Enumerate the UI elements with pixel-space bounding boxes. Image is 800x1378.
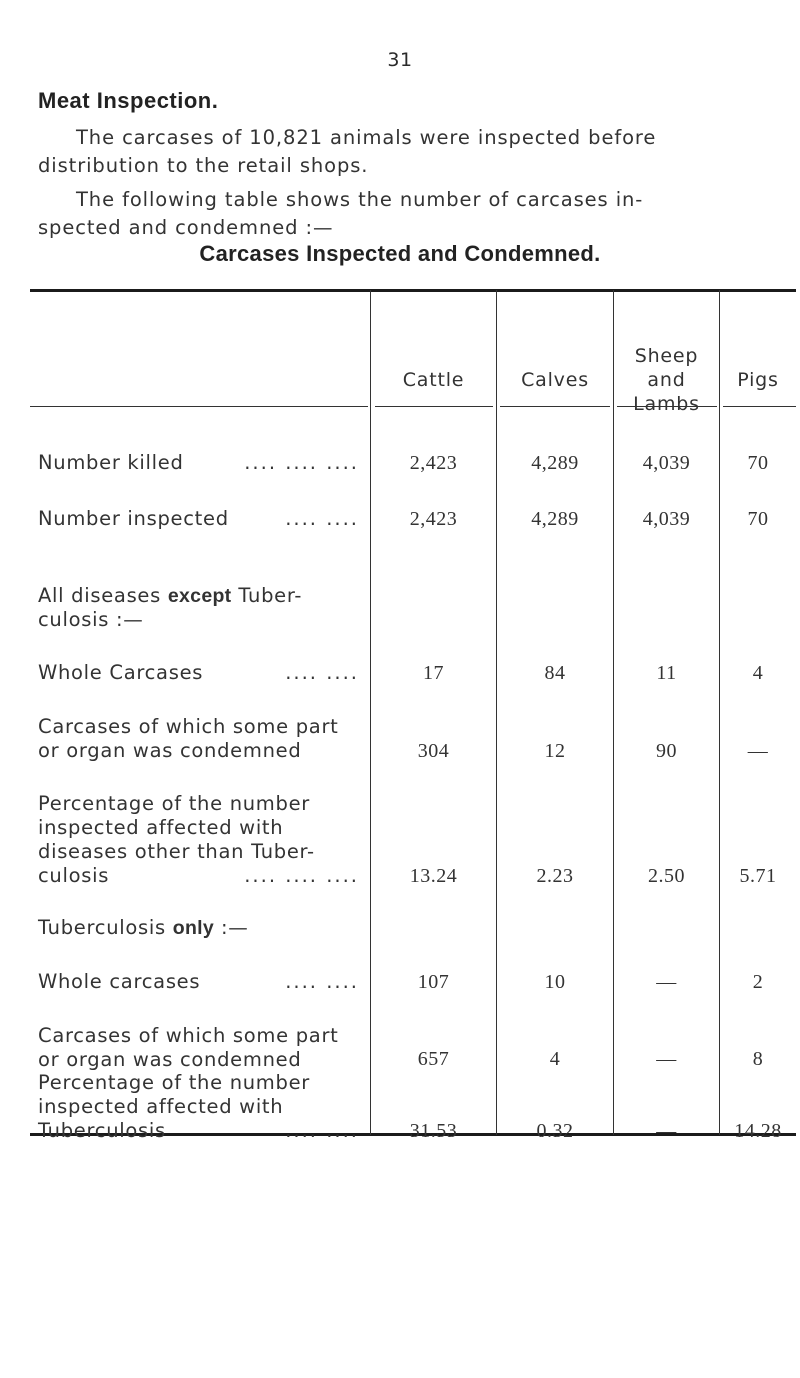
row-label-line-2: inspected affected with [38,1095,284,1118]
table-top-rule [30,289,796,292]
cell-whole-diseases-pigs: 4 [752,662,764,684]
leader-dots: .... .... [285,661,359,684]
cell-whole-tb-pigs: 2 [752,971,764,993]
column-header-calves: Calves [521,369,589,391]
table-title: Carcases Inspected and Condemned. [199,241,601,266]
subheading-line-1: All disea​ses except Tuber- [38,584,303,607]
cell-part-tb-pigs: 8 [752,1048,764,1070]
cell-whole-tb-calves: 10 [544,971,566,993]
row-label-text: Number killed [38,451,184,474]
leader-dots: .... .... [285,507,359,530]
column-header-pigs: Pigs [737,369,779,391]
subheading-line-2: culosis :— [38,608,144,631]
header-rule-calves [500,406,610,407]
column-divider-4 [719,290,720,1135]
section-heading: Meat Inspection. [38,88,219,113]
cell-pct-tb-sheep: — [656,1120,677,1142]
row-label-line-2: or organ was condemned [38,739,302,762]
cell-part-tb-cattle: 657 [417,1048,450,1070]
row-label-part-condemned-tb [38,1024,363,1072]
cell-pct-diseases-pigs: 5.71 [739,865,777,887]
cell-whole-diseases-calves: 84 [544,662,566,684]
column-header-sheep-and-lambs [614,344,719,416]
cell-killed-calves: 4,289 [531,452,579,474]
table-intro-paragraph [38,186,778,242]
emphasis-only: only [172,917,215,939]
row-label-line-1: Carcases of which some part [38,715,339,738]
intro-paragraph [38,124,778,180]
cell-inspected-calves: 4,289 [531,508,579,530]
cell-part-diseases-cattle: 304 [417,740,450,762]
cell-pct-diseases-cattle: 13.24 [409,865,458,887]
row-label-text: Tuberculosis [38,1119,166,1142]
column-divider-1 [370,290,371,1135]
cell-part-tb-calves: 4 [549,1048,561,1070]
row-label-percentage-tb [38,1071,363,1143]
row-label-line-2: inspected affected with [38,816,284,839]
column-divider-3 [613,290,614,1135]
cell-killed-sheep: 4,039 [642,452,691,474]
cell-part-diseases-pigs: — [747,740,769,762]
row-label-text: Whole Carcases [38,661,204,684]
row-label-line-3: diseases other than Tuber- [38,840,315,863]
intro-line-1: The carcases of 10,821 animals were inspected before [76,126,657,149]
row-label-number-inspected [38,507,363,531]
cell-part-tb-sheep: — [656,1048,677,1070]
cell-whole-tb-sheep: — [656,971,677,993]
row-label-whole-carcases-tb [38,970,363,994]
column-divider-2 [496,290,497,1135]
column-header-sheep-line-1: Sheep [634,345,699,367]
header-rule-label [30,406,368,407]
row-label-line-1: Percentage of the number [38,1071,310,1094]
cell-killed-pigs: 70 [747,452,769,474]
row-label-line-3 [38,1119,363,1143]
header-rule-pigs [723,406,796,407]
intro-line-2: distribution to the retail shops. [38,154,369,177]
cell-whole-diseases-sheep: 11 [656,662,677,684]
column-header-sheep-line-3: Lambs [633,393,700,415]
cell-inspected-cattle: 2,423 [409,508,458,530]
cell-part-diseases-calves: 12 [544,740,566,762]
cell-pct-diseases-sheep: 2.50 [648,865,685,887]
cell-whole-diseases-cattle: 17 [423,662,444,684]
table-intro-line-1: The following table shows the number of carcases in- [76,188,644,211]
row-label-part-condemned-diseases [38,715,363,763]
row-label-line-1: Percentage of the number [38,792,310,815]
row-label-text: Whole carcases [38,970,201,993]
row-label-line-4 [38,864,363,888]
row-label-whole-carcases-diseases [38,661,363,685]
emphasis-except: except [167,585,232,607]
row-label-text: Number inspected [38,507,229,530]
cell-pct-diseases-calves: 2.23 [536,865,574,887]
cell-pct-tb-calves: 0.32 [536,1120,574,1142]
row-label-percentage-diseases [38,792,363,888]
column-header-cattle: Cattle [402,369,465,391]
leader-dots: .... .... .... [244,864,359,887]
table-intro-line-2: spected and condemned :— [38,216,334,239]
cell-whole-tb-cattle: 107 [417,971,450,993]
row-label-tuberculosis-subheading: Tuberculosis only :— [38,916,249,939]
row-label-number-killed [38,451,363,475]
leader-dots: .... .... [285,970,359,993]
cell-killed-cattle: 2,423 [409,452,458,474]
cell-pct-tb-pigs: 14.28 [734,1120,782,1142]
column-header-sheep-line-2: and [647,369,686,391]
row-label-text: culosis [38,864,110,887]
cell-part-diseases-sheep: 90 [656,740,677,762]
row-label-line-2: or organ was condemned [38,1048,302,1071]
cell-inspected-sheep: 4,039 [642,508,691,530]
cell-pct-tb-cattle: 31.53 [409,1120,458,1142]
cell-inspected-pigs: 70 [747,508,769,530]
row-label-line-1: Carcases of which some part [38,1024,339,1047]
page-number: 31 [387,49,413,71]
leader-dots: .... .... .... [244,451,359,474]
header-rule-cattle [375,406,493,407]
leader-dots: .... .... [285,1119,359,1142]
row-label-all-diseases-subheading [38,584,363,632]
